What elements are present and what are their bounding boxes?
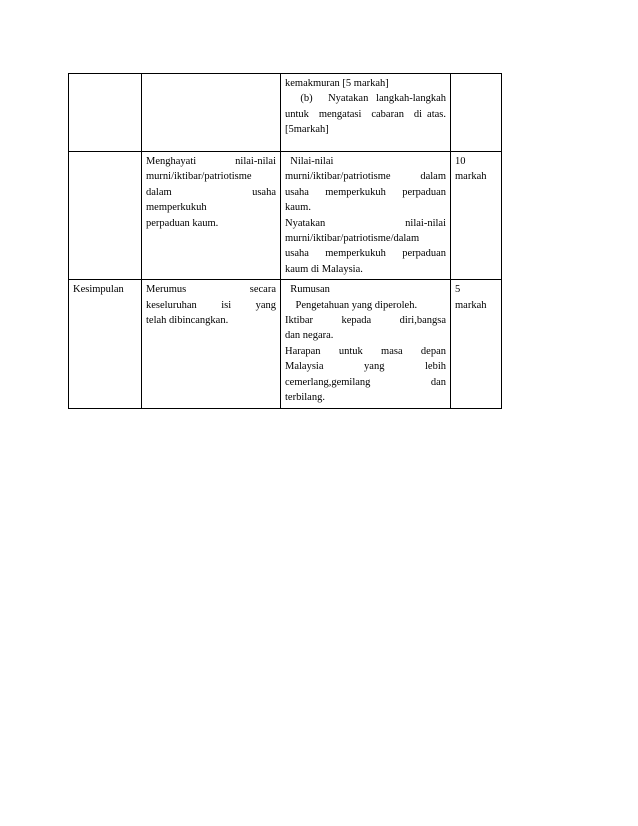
cell-line: murni/iktibar/patriotisme/dalam	[285, 233, 420, 245]
cell-text: kemakmuran [5 markah]	[285, 78, 389, 89]
cell-line: Rumusan	[285, 284, 330, 296]
table-cell	[69, 74, 142, 152]
table-cell	[69, 152, 142, 280]
cell-line: dan negara.	[285, 330, 334, 342]
table-row	[69, 152, 502, 280]
table-cell	[451, 280, 502, 408]
cell-line: Pengetahuan yang diperoleh.	[285, 299, 418, 311]
table-cell	[281, 280, 451, 408]
cell-line: Iktibar kepada diri,bangsa	[285, 315, 446, 327]
marking-scheme-table	[68, 73, 502, 409]
table-cell	[142, 74, 281, 152]
table-cell	[451, 152, 502, 280]
cell-line: dalam usaha	[146, 186, 276, 198]
cell-line: telah dibincangkan.	[146, 315, 229, 327]
cell-line: cemerlang,gemilang dan	[285, 376, 446, 388]
cell-line: Merumus secara	[146, 284, 276, 296]
marks-unit: markah	[455, 171, 487, 183]
cell-line: murni/iktibar/patriotisme	[146, 171, 252, 183]
cell-line: Harapan untuk masa depan	[285, 345, 446, 357]
table-cell	[142, 280, 281, 408]
cell-line: keseluruhan isi yang	[146, 299, 276, 311]
cell-line: terbilang.	[285, 392, 325, 404]
cell-line: Nilai-nilai	[285, 156, 334, 167]
cell-line: kaum.	[285, 202, 311, 214]
table-row	[69, 74, 502, 152]
cell-line: Nyatakan nilai-nilai	[285, 217, 446, 229]
cell-line: Menghayati nilai-nilai	[146, 156, 276, 167]
marks-unit: markah	[455, 299, 487, 311]
cell-line: murni/iktibar/patriotisme dalam	[285, 171, 446, 183]
table-cell	[69, 280, 142, 408]
cell-text: (b) Nyatakan langkah-langkah untuk mengatasi cabaran di atas.[5markah]	[285, 93, 449, 136]
table-cell	[281, 74, 451, 152]
marks-value: 10	[455, 156, 466, 167]
marks-value: 5	[455, 284, 461, 296]
cell-line: kaum di Malaysia.	[285, 263, 363, 275]
section-label: Kesimpulan	[73, 284, 124, 296]
table-row	[69, 280, 502, 408]
cell-line: perpaduan kaum.	[146, 217, 219, 229]
cell-line: usaha memperkukuh perpaduan	[285, 186, 446, 198]
table-cell	[281, 152, 451, 280]
table-cell	[451, 74, 502, 152]
table-cell	[142, 152, 281, 280]
cell-line: Malaysia yang lebih	[285, 361, 446, 373]
cell-line: memperkukuh	[146, 202, 207, 214]
cell-line: usaha memperkukuh perpaduan	[285, 248, 446, 260]
